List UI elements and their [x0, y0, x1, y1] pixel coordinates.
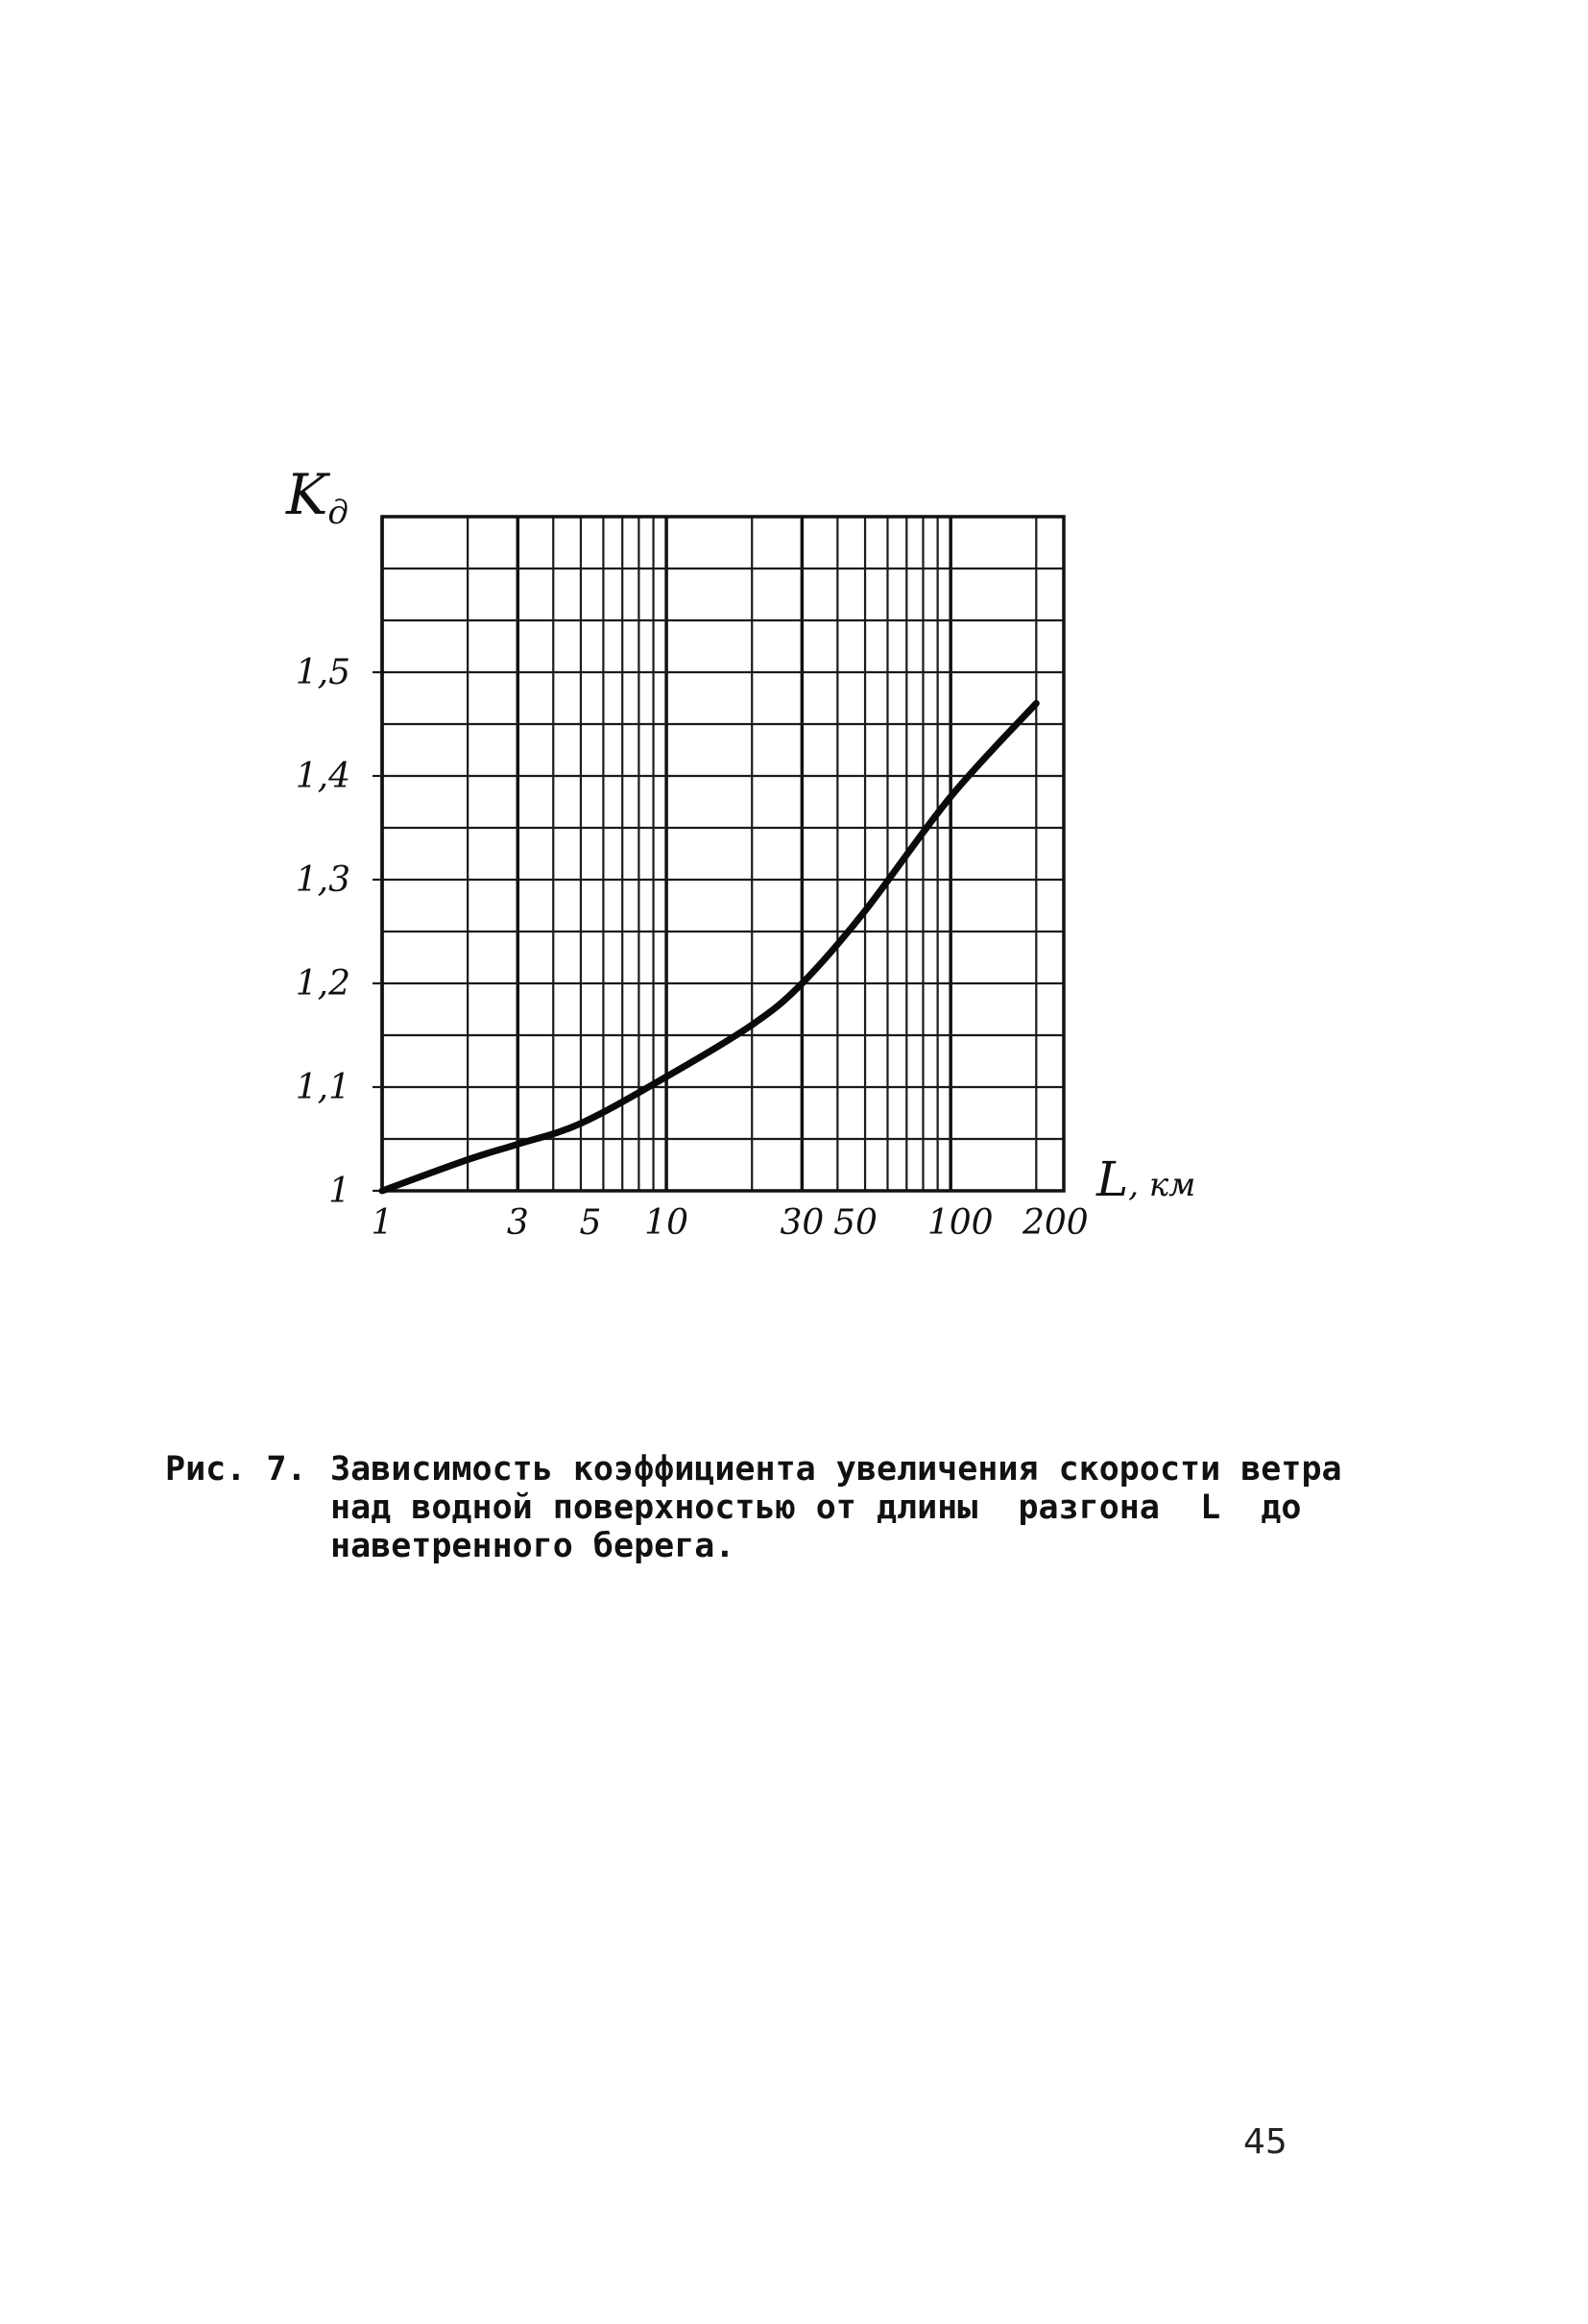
y-tick-label: 1 [328, 1172, 350, 1211]
x-tick-label: 50 [833, 1203, 878, 1243]
x-tick-label: 5 [579, 1203, 602, 1243]
x-axis-label-unit: , км [1128, 1166, 1196, 1204]
plot-frame [382, 517, 1064, 1191]
caption-body [330, 1450, 1521, 1565]
x-tick-label: 200 [1022, 1203, 1089, 1243]
y-axis-label-main: K [286, 462, 328, 527]
y-tick-label: 1,1 [295, 1068, 350, 1107]
x-tick-label: 3 [506, 1203, 529, 1243]
y-axis-label-subscript: д [327, 494, 349, 532]
y-tick-label: 1,3 [295, 860, 350, 900]
tick-labels [296, 653, 1089, 1243]
y-tick-label: 1,4 [295, 757, 350, 796]
y-axis-label [285, 462, 349, 532]
caption-line: над водной поверхностью от длины разгона L до [330, 1489, 1302, 1527]
x-axis-label [1095, 1151, 1195, 1207]
y-tick-label: 1,5 [295, 653, 350, 692]
x-tick-label: 10 [644, 1203, 688, 1243]
caption-line: Зависимость коэффициента увеличения скорости ветра [330, 1450, 1342, 1489]
caption-label: Рис. 7. [165, 1450, 307, 1489]
page-number: 45 [1243, 2122, 1287, 2162]
x-tick-label: 100 [926, 1203, 994, 1243]
caption-line: наветренного берега. [330, 1527, 735, 1565]
x-tick-label: 30 [780, 1203, 825, 1243]
chart-grid [382, 517, 1064, 1191]
x-tick-label: 1 [371, 1203, 394, 1243]
y-tick-label: 1,2 [295, 964, 350, 1004]
x-axis-label-main: L [1096, 1151, 1129, 1207]
